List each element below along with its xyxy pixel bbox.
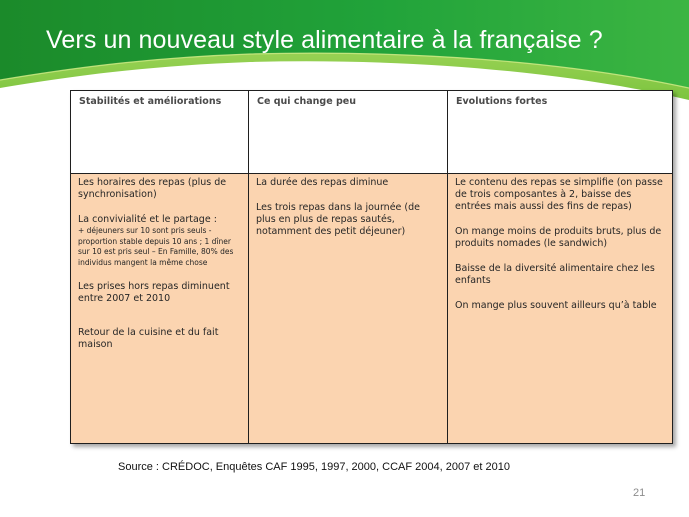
text-ailleurs: On mange plus souvent ailleurs qu’à table xyxy=(455,300,657,311)
text-cuisine: Retour de la cuisine et du fait maison xyxy=(78,327,219,350)
source-note: Source : CRÉDOC, Enquêtes CAF 1995, 1997, 2000, CCAF 2004, 2007 et 2010 xyxy=(118,461,510,473)
text-duree: La durée des repas diminue xyxy=(256,177,389,188)
header-change-peu: Ce qui change peu xyxy=(249,91,448,174)
text-convivialite: La convivialité et le partage : xyxy=(78,214,217,225)
text-horaires: Les horaires des repas (plus de synchronisation) xyxy=(78,177,227,200)
cell-change-peu xyxy=(249,174,448,444)
text-hors-repas: Les prises hors repas diminuent entre 2007 et 2010 xyxy=(78,281,230,304)
text-contenu: Le contenu des repas se simplifie (on passe de trois composantes à 2, baisse des entrées mais aussi des fins de repas) xyxy=(455,177,663,212)
text-produits: On mange moins de produits bruts, plus de produits nomades (le sandwich) xyxy=(455,226,662,249)
page-number: 21 xyxy=(633,487,646,499)
header-stabilites: Stabilités et améliorations xyxy=(71,91,249,174)
text-trois-repas: Les trois repas dans la journée (de plus en plus de repas sautés, notamment des petit déjeuner) xyxy=(256,202,420,237)
text-diversite: Baisse de la diversité alimentaire chez les enfants xyxy=(455,263,655,286)
comparison-table xyxy=(70,90,673,444)
header-evolutions: Evolutions fortes xyxy=(448,91,673,174)
cell-evolutions xyxy=(448,174,673,444)
slide-title: Vers un nouveau style alimentaire à la française ? xyxy=(46,26,603,54)
cell-stabilites xyxy=(71,174,249,444)
text-convivialite-detail: + déjeuners sur 10 sont pris seuls - proportion stable depuis 10 ans ; 1 dîner sur 10 est pris seul – En Famille, 80% des individus mangent la même chose xyxy=(78,226,234,267)
table-header-row xyxy=(71,91,673,174)
table-row xyxy=(71,174,673,444)
